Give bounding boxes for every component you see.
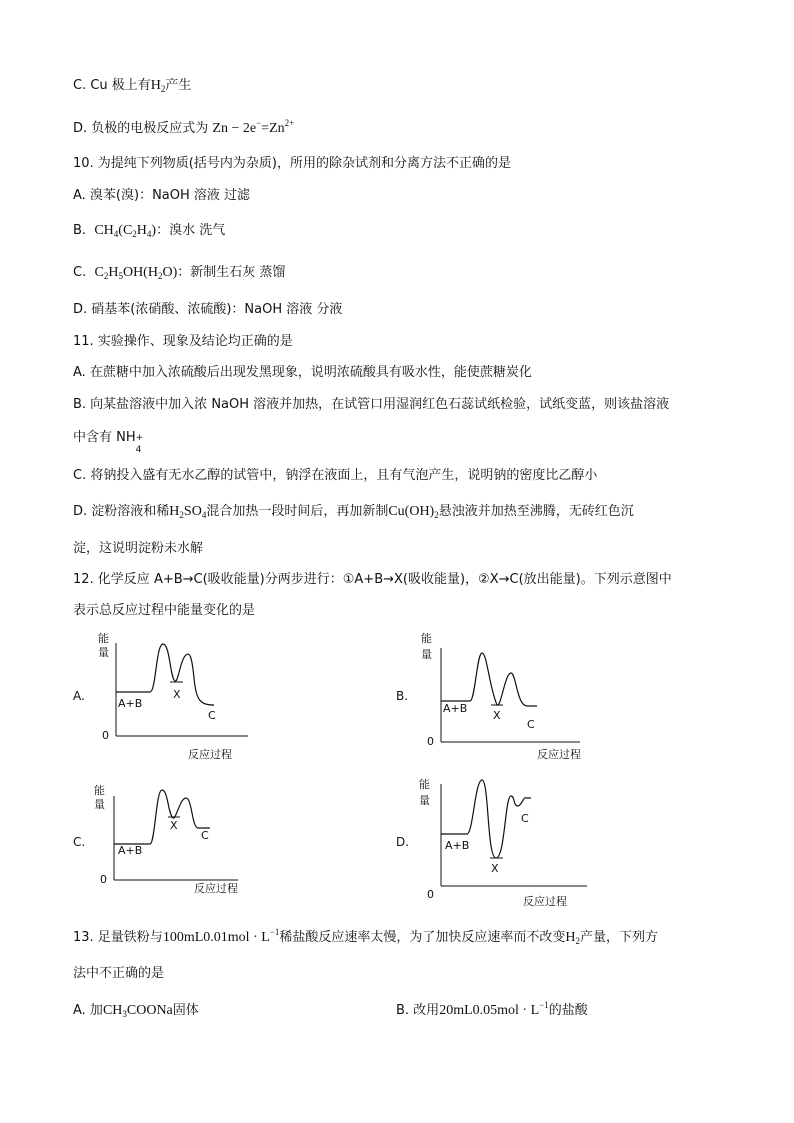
reactant-label: A+B — [445, 839, 470, 852]
q9-c-formula: $H_2$ — [150, 78, 166, 94]
q12-stem-line2: 表示总反应过程中能量变化的是 — [73, 603, 256, 618]
origin-label: 0 — [100, 873, 107, 886]
q9-d-equation: $Zn - 2e^-=Zn^{2+}$ — [212, 118, 295, 136]
origin-label: 0 — [427, 888, 434, 901]
reactant-label: A+B — [118, 697, 143, 710]
energy-curve — [116, 644, 214, 705]
intermediate-label: X — [173, 688, 181, 701]
energy-curve — [114, 790, 210, 844]
y-axis-label-1: 能 — [419, 778, 430, 791]
q11-option-d: D. 淀粉溶液和稀$H_2SO_4$混合加热一段时间后，再加新制$Cu(OH)_2$悬浊液并加热至沸腾，无砖红色沉 — [73, 504, 634, 520]
q11-stem: 11. 实验操作、现象及结论均正确的是 — [73, 334, 293, 349]
q10-option-a: A. 溴苯(溴)：NaOH 溶液 过滤 — [73, 188, 251, 203]
product-label: C — [208, 709, 216, 722]
q10-option-c: C. $C_2H_5OH(H_2O)$：新制生石灰 蒸馏 — [73, 265, 286, 281]
y-axis-label-1: 能 — [98, 632, 109, 645]
q12-label-c: C. — [73, 835, 86, 849]
q13-option-a: A. 加$CH_3COONa$固体 — [73, 1003, 199, 1019]
intermediate-label: X — [491, 862, 499, 875]
q9-option-d — [73, 117, 294, 137]
reactant-label: A+B — [443, 702, 468, 715]
q9-option-c — [73, 74, 191, 94]
y-axis-label-1: 能 — [421, 632, 432, 645]
energy-diagram-d — [415, 774, 595, 909]
intermediate-label: X — [493, 709, 501, 722]
q13-option-b: B. 改用$20mL0.05mol \cdot L^{-1}$的盐酸 — [396, 1000, 588, 1018]
x-axis-label: 反应过程 — [523, 895, 567, 908]
q10-c-formula: $C_2H_5OH(H_2O)$ — [94, 265, 178, 281]
q9-c-tail: 产生 — [165, 78, 192, 93]
x-axis-label: 反应过程 — [194, 882, 238, 895]
q10-stem: 10. 为提纯下列物质(括号内为杂质)，所用的除杂试剂和分离方法不正确的是 — [73, 156, 511, 171]
energy-diagram-c — [88, 782, 258, 897]
q13-stem-line1: 13. 足量铁粉与$100mL0.01mol \cdot L^{-1}$稀盐酸反应速率太慢，为了加快反应速率而不改变$H_2$产量，下列方 — [73, 927, 658, 946]
product-label: C — [201, 829, 209, 842]
q12-label-b: B. — [396, 689, 409, 703]
origin-label: 0 — [427, 735, 434, 748]
q12-label-a: A. — [73, 689, 85, 703]
y-axis-label-2: 量 — [98, 646, 109, 659]
y-axis-label-2: 量 — [419, 794, 430, 807]
x-axis-label: 反应过程 — [188, 748, 232, 761]
q11-option-d-cont: 淀，这说明淀粉未水解 — [73, 541, 204, 556]
intermediate-label: X — [170, 819, 178, 832]
q11-option-a: A. 在蔗糖中加入浓硫酸后出现发黑现象，说明浓硫酸具有吸水性，能使蔗糖炭化 — [73, 365, 532, 380]
energy-curve — [441, 653, 537, 706]
origin-label: 0 — [102, 729, 109, 742]
q10-option-b: B. $CH_4(C_2H_4)$：溴水 洗气 — [73, 223, 226, 239]
product-label: C — [527, 718, 535, 731]
y-axis-label-2: 量 — [421, 648, 432, 661]
y-axis-label-2: 量 — [94, 798, 105, 811]
q13-stem-line2: 法中不正确的是 — [73, 966, 165, 981]
energy-diagram-a — [88, 628, 258, 763]
q11-option-b-cont: 中含有 NH + 4 — [73, 430, 144, 455]
q9-c-text: C. Cu 极上有 — [73, 78, 151, 93]
q11-option-c: C. 将钠投入盛有无水乙醇的试管中，钠浮在液面上，且有气泡产生，说明钠的密度比乙醇小 — [73, 468, 598, 483]
q9-d-text: D. 负极的电极反应式为 — [73, 121, 209, 136]
q10-option-d: D. 硝基苯(浓硝酸、浓硫酸)：NaOH 溶液 分液 — [73, 302, 343, 317]
q12-label-d: D. — [396, 835, 410, 849]
energy-diagram-b — [415, 628, 595, 763]
q10-b-formula: $CH_4(C_2H_4)$ — [94, 223, 157, 239]
q12-stem-line1: 12. 化学反应 A+B→C(吸收能量)分两步进行：①A+B→X(吸收能量)，②X→C(放出能量)。下列示意图中 — [73, 572, 672, 587]
product-label: C — [521, 812, 529, 825]
y-axis-label-1: 能 — [94, 784, 105, 797]
reactant-label: A+B — [118, 844, 143, 857]
x-axis-label: 反应过程 — [537, 748, 581, 761]
q11-option-b: B. 向某盐溶液中加入浓 NaOH 溶液并加热，在试管口用湿润红色石蕊试纸检验，试纸变蓝，则该盐溶液 — [73, 397, 670, 412]
